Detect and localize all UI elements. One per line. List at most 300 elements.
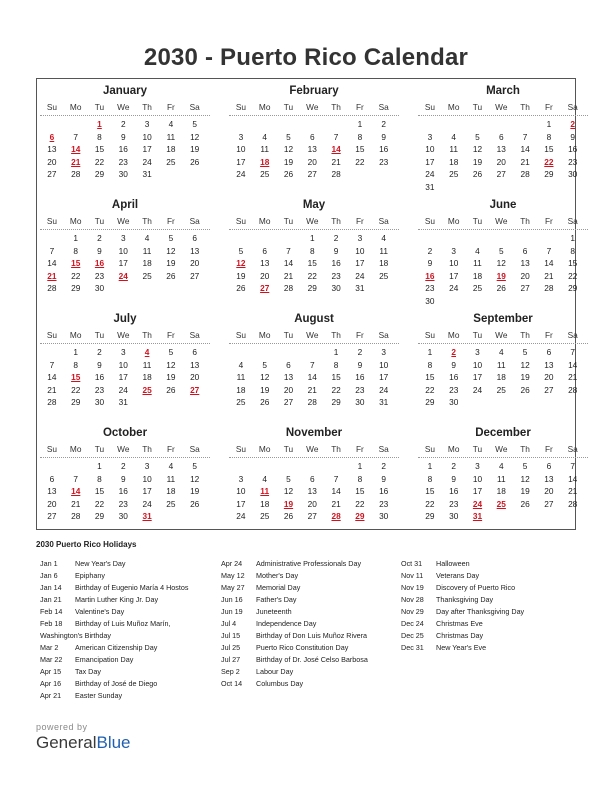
- holiday-date: May 27: [221, 583, 245, 592]
- week-row: [229, 498, 399, 511]
- weekday-label: Mo: [69, 102, 82, 112]
- day-cell: 9: [381, 473, 386, 484]
- weekday-label: Fr: [355, 444, 364, 454]
- day-cell: 7: [286, 245, 291, 256]
- week-row: [40, 270, 210, 283]
- day-cell: 10: [472, 359, 483, 370]
- day-cell: 16: [568, 144, 578, 155]
- day-cell: 28: [520, 169, 530, 180]
- day-cell: 25: [449, 169, 459, 180]
- day-cell: 10: [449, 258, 459, 269]
- day-cell: 13: [307, 144, 317, 155]
- day-cell: 15: [94, 144, 105, 155]
- day-cell: 28: [283, 283, 294, 294]
- weekday-label: Th: [331, 102, 341, 112]
- day-cell: 28: [331, 169, 341, 180]
- day-cell: 9: [120, 131, 126, 142]
- day-cell: 12: [166, 245, 176, 256]
- day-cell: 1: [546, 119, 552, 129]
- week-row: [40, 460, 210, 473]
- day-cell: 6: [262, 245, 267, 256]
- week-row: [418, 460, 588, 473]
- day-cell: 5: [168, 347, 174, 357]
- week-row: [418, 143, 588, 156]
- week-row: [40, 485, 210, 498]
- weekday-label: Sa: [378, 216, 389, 226]
- holiday-item: [221, 666, 396, 678]
- day-cell: 12: [283, 486, 294, 497]
- day-cell: 15: [94, 486, 105, 497]
- day-cell: 4: [498, 347, 504, 357]
- week-row: [418, 498, 588, 511]
- holiday-date: Apr 16: [40, 679, 62, 688]
- weekday-label: Mo: [447, 102, 460, 112]
- weekday-label: Sa: [567, 330, 578, 340]
- empty-day-cell: [513, 396, 537, 409]
- weekday-label: Mo: [69, 444, 82, 454]
- week-row: [418, 473, 588, 486]
- day-cell: 19: [190, 144, 200, 155]
- holiday-date: Jan 1: [40, 559, 58, 568]
- day-cell: 26: [283, 511, 294, 522]
- day-cell: 2: [357, 347, 363, 357]
- day-cell: 23: [355, 384, 365, 395]
- weekday-label: Sa: [189, 102, 200, 112]
- day-cell: 22: [307, 270, 317, 281]
- empty-day-cell: [277, 460, 301, 473]
- empty-day-cell: [513, 510, 537, 523]
- day-cell: 12: [260, 372, 270, 383]
- day-cell: 5: [192, 461, 197, 471]
- holiday-date: Apr 24: [221, 559, 243, 568]
- holiday-name: Birthday of Don Luis Muñoz Rivera: [256, 631, 368, 640]
- holiday-day-cell: 1: [97, 119, 102, 129]
- empty-day-cell: [277, 118, 301, 131]
- empty-day-cell: [324, 460, 348, 473]
- day-cell: 23: [425, 283, 435, 294]
- weekday-header-row: [40, 442, 210, 458]
- day-cell: 30: [449, 397, 459, 408]
- day-cell: 30: [118, 169, 128, 180]
- empty-day-cell: [253, 118, 277, 131]
- day-cell: 28: [307, 397, 317, 408]
- weekday-label: Th: [520, 216, 530, 226]
- empty-day-cell: [372, 282, 396, 295]
- day-cell: 6: [192, 347, 197, 357]
- empty-day-cell: [135, 282, 159, 295]
- weekday-label: Sa: [378, 330, 389, 340]
- day-cell: 24: [236, 511, 246, 522]
- day-cell: 29: [307, 283, 317, 294]
- day-cell: 14: [307, 372, 317, 383]
- day-cell: 10: [142, 473, 152, 484]
- day-cell: 11: [166, 131, 176, 142]
- day-cell: 7: [570, 347, 575, 357]
- day-cell: 13: [544, 473, 554, 484]
- day-cell: 7: [570, 461, 575, 471]
- holiday-item: [40, 666, 210, 678]
- day-cell: 6: [49, 473, 55, 484]
- weekday-label: Fr: [166, 102, 175, 112]
- weekday-header-row: [229, 100, 399, 116]
- day-cell: 26: [190, 156, 200, 167]
- day-cell: 18: [472, 270, 483, 281]
- empty-day-cell: [253, 232, 277, 245]
- empty-day-cell: [135, 396, 159, 409]
- empty-day-cell: [418, 232, 442, 245]
- day-cell: 21: [307, 384, 317, 395]
- week-row: [40, 384, 210, 397]
- day-cell: 8: [357, 131, 363, 142]
- week-row: [40, 473, 210, 486]
- day-cell: 3: [120, 347, 126, 357]
- weekday-label: Fr: [544, 102, 553, 112]
- weekday-label: Mo: [258, 330, 271, 340]
- holiday-item: [40, 570, 210, 582]
- empty-day-cell: [40, 460, 64, 473]
- holiday-date: Jan 6: [40, 571, 58, 580]
- empty-day-cell: [40, 118, 64, 131]
- day-cell: 4: [168, 119, 174, 129]
- month-name: March: [486, 85, 520, 97]
- day-cell: 8: [427, 473, 433, 484]
- day-cell: 13: [307, 486, 317, 497]
- week-row: [418, 359, 588, 372]
- week-row: [40, 257, 210, 270]
- weekday-label: Th: [142, 444, 152, 454]
- powered-by-text: powered by: [36, 722, 88, 732]
- weekday-label: Sa: [567, 102, 578, 112]
- day-cell: 11: [260, 144, 269, 155]
- weekday-label: Tu: [472, 330, 483, 340]
- day-cell: 15: [425, 486, 435, 497]
- month-december: [418, 424, 588, 523]
- weekday-label: Fr: [544, 330, 553, 340]
- day-cell: 29: [425, 511, 435, 522]
- day-cell: 7: [309, 359, 315, 370]
- day-cell: 18: [496, 372, 506, 383]
- day-cell: 20: [496, 156, 506, 167]
- empty-day-cell: [513, 181, 537, 194]
- brand-general-text: General: [36, 733, 97, 752]
- holiday-date: Jul 4: [221, 619, 237, 628]
- week-row: [418, 168, 588, 181]
- day-cell: 22: [94, 498, 105, 509]
- month-july: [40, 310, 210, 409]
- day-cell: 26: [520, 384, 530, 395]
- holiday-date: Apr 15: [40, 667, 62, 676]
- day-cell: 17: [449, 270, 459, 281]
- day-cell: 5: [192, 119, 197, 129]
- day-cell: 18: [260, 498, 270, 509]
- week-row: [229, 232, 399, 245]
- holiday-name-continuation: Washington's Birthday: [40, 631, 112, 640]
- weekday-label: Fr: [544, 444, 553, 454]
- day-cell: 23: [568, 156, 578, 167]
- day-cell: 29: [568, 283, 578, 294]
- empty-day-cell: [159, 282, 183, 295]
- week-row: [40, 498, 210, 511]
- day-cell: 8: [97, 473, 102, 484]
- weekday-label: Tu: [94, 102, 105, 112]
- day-cell: 13: [47, 486, 57, 497]
- holiday-item: [221, 630, 396, 642]
- day-cell: 3: [451, 245, 456, 256]
- weekday-label: Tu: [94, 444, 105, 454]
- week-row: [229, 359, 399, 372]
- holiday-name: New Year's Eve: [436, 643, 487, 652]
- empty-day-cell: [513, 232, 537, 245]
- empty-day-cell: [513, 118, 537, 131]
- holiday-item: [40, 558, 210, 570]
- week-row: [40, 510, 210, 523]
- day-cell: 5: [522, 347, 528, 357]
- week-row: [40, 282, 210, 295]
- day-cell: 7: [333, 473, 339, 484]
- day-cell: 30: [94, 283, 105, 294]
- day-cell: 5: [238, 245, 244, 256]
- day-cell: 26: [496, 283, 506, 294]
- day-cell: 8: [427, 359, 433, 370]
- holiday-name: Christmas Eve: [436, 619, 483, 628]
- empty-day-cell: [183, 282, 207, 295]
- day-cell: 18: [142, 258, 152, 269]
- holiday-name: American Citizenship Day: [75, 643, 158, 652]
- empty-day-cell: [489, 232, 513, 245]
- holiday-date: Mar 2: [40, 643, 59, 652]
- holiday-item: [221, 594, 396, 606]
- weekday-header-row: [40, 100, 210, 116]
- day-cell: 25: [142, 270, 152, 281]
- day-cell: 21: [331, 156, 341, 167]
- empty-day-cell: [418, 118, 442, 131]
- month-august: [229, 310, 399, 409]
- weekday-label: Su: [235, 102, 246, 112]
- empty-day-cell: [253, 460, 277, 473]
- empty-day-cell: [442, 118, 466, 131]
- holiday-day-cell: 24: [472, 498, 483, 509]
- empty-day-cell: [537, 510, 561, 523]
- day-cell: 28: [544, 283, 554, 294]
- day-cell: 8: [309, 245, 315, 256]
- weekday-label: Sa: [378, 102, 389, 112]
- day-cell: 9: [451, 473, 456, 484]
- weekday-label: Fr: [166, 444, 175, 454]
- weekday-header-row: [229, 328, 399, 344]
- week-row: [229, 118, 399, 131]
- holiday-item: [40, 678, 210, 690]
- day-cell: 21: [568, 372, 578, 383]
- day-cell: 31: [118, 397, 128, 408]
- day-cell: 19: [166, 372, 176, 383]
- holiday-date: Dec 31: [401, 643, 424, 652]
- holiday-item: [221, 582, 396, 594]
- week-row: [229, 245, 399, 258]
- weekday-label: We: [495, 216, 508, 226]
- day-cell: 7: [522, 131, 528, 142]
- day-cell: 19: [520, 486, 530, 497]
- weekday-label: Su: [46, 330, 57, 340]
- day-cell: 4: [262, 131, 267, 142]
- holiday-name: Birthday of Eugenio María 4 Hostos: [75, 583, 189, 592]
- day-cell: 6: [286, 359, 291, 370]
- day-cell: 16: [331, 258, 341, 269]
- day-cell: 25: [166, 156, 176, 167]
- generalblue-logo[interactable]: [36, 733, 131, 753]
- day-cell: 27: [520, 283, 530, 294]
- day-cell: 26: [472, 169, 483, 180]
- day-cell: 24: [379, 384, 389, 395]
- week-row: [418, 396, 588, 409]
- day-cell: 21: [520, 156, 530, 167]
- empty-day-cell: [277, 346, 301, 359]
- day-cell: 20: [260, 270, 270, 281]
- day-cell: 3: [238, 473, 244, 484]
- empty-day-cell: [64, 118, 88, 131]
- day-cell: 25: [236, 397, 246, 408]
- holiday-date: Jul 25: [221, 643, 241, 652]
- day-cell: 9: [381, 131, 386, 142]
- day-cell: 5: [522, 461, 528, 471]
- day-cell: 4: [144, 233, 150, 243]
- day-cell: 2: [120, 461, 126, 471]
- empty-day-cell: [561, 510, 585, 523]
- day-cell: 26: [520, 498, 530, 509]
- empty-day-cell: [561, 396, 585, 409]
- week-row: [229, 396, 399, 409]
- week-row: [418, 245, 588, 258]
- day-cell: 30: [118, 511, 128, 522]
- day-cell: 24: [142, 498, 152, 509]
- holiday-item: [221, 606, 396, 618]
- weekday-label: Sa: [567, 216, 578, 226]
- day-cell: 2: [97, 347, 102, 357]
- holiday-list-column-3: [401, 558, 576, 654]
- day-cell: 14: [47, 372, 57, 383]
- empty-day-cell: [442, 295, 466, 308]
- holiday-day-cell: 27: [190, 384, 200, 395]
- empty-day-cell: [537, 232, 561, 245]
- holiday-date: Oct 14: [221, 679, 243, 688]
- week-row: [40, 143, 210, 156]
- day-cell: 12: [520, 473, 530, 484]
- day-cell: 6: [522, 245, 528, 256]
- holiday-date: Nov 19: [401, 583, 424, 592]
- weekday-label: Mo: [69, 330, 82, 340]
- weekday-label: We: [306, 330, 319, 340]
- week-row: [418, 270, 588, 283]
- holiday-date: Jun 19: [221, 607, 243, 616]
- day-cell: 1: [570, 233, 575, 243]
- holiday-name: Labour Day: [256, 667, 294, 676]
- empty-day-cell: [111, 282, 135, 295]
- day-cell: 5: [286, 131, 291, 142]
- day-cell: 17: [118, 372, 128, 383]
- day-cell: 11: [142, 359, 152, 370]
- day-cell: 22: [71, 384, 81, 395]
- day-cell: 26: [190, 498, 200, 509]
- day-cell: 23: [118, 498, 128, 509]
- day-cell: 6: [192, 233, 197, 243]
- day-cell: 20: [283, 384, 294, 395]
- day-cell: 10: [142, 131, 152, 142]
- footer-logo: [36, 722, 131, 753]
- day-cell: 4: [238, 359, 244, 370]
- day-cell: 12: [166, 359, 176, 370]
- holiday-item: [401, 570, 576, 582]
- day-cell: 11: [449, 144, 458, 155]
- day-cell: 1: [333, 347, 339, 357]
- day-cell: 2: [381, 461, 386, 471]
- day-cell: 7: [73, 131, 78, 142]
- day-cell: 26: [166, 384, 176, 395]
- weekday-label: Sa: [189, 216, 200, 226]
- day-cell: 27: [496, 169, 506, 180]
- day-cell: 22: [568, 270, 578, 281]
- empty-day-cell: [159, 168, 183, 181]
- day-cell: 13: [496, 144, 506, 155]
- weekday-label: Sa: [378, 444, 389, 454]
- day-cell: 10: [425, 144, 435, 155]
- day-cell: 14: [520, 144, 530, 155]
- week-row: [40, 396, 210, 409]
- day-cell: 18: [166, 486, 176, 497]
- day-cell: 29: [331, 397, 341, 408]
- week-row: [418, 232, 588, 245]
- day-cell: 13: [544, 359, 554, 370]
- weekday-label: Th: [331, 330, 341, 340]
- weekday-label: Tu: [472, 444, 483, 454]
- day-cell: 19: [520, 372, 530, 383]
- day-cell: 20: [544, 486, 554, 497]
- month-name: May: [302, 199, 326, 211]
- holiday-day-cell: 19: [496, 270, 506, 281]
- month-november: [229, 424, 399, 523]
- weekday-label: Th: [520, 102, 530, 112]
- holiday-item: [401, 630, 576, 642]
- empty-day-cell: [537, 295, 561, 308]
- day-cell: 1: [427, 461, 433, 471]
- day-cell: 16: [94, 372, 105, 383]
- weekday-label: Fr: [166, 216, 175, 226]
- holiday-date: Sep 2: [221, 667, 240, 676]
- weekday-label: Tu: [283, 444, 294, 454]
- holiday-day-cell: 6: [49, 131, 55, 142]
- day-cell: 24: [142, 156, 152, 167]
- day-cell: 15: [355, 144, 365, 155]
- empty-day-cell: [442, 181, 466, 194]
- weekday-label: Tu: [283, 330, 294, 340]
- day-cell: 5: [262, 359, 267, 370]
- day-cell: 4: [168, 461, 174, 471]
- day-cell: 25: [496, 384, 506, 395]
- day-cell: 1: [357, 461, 363, 471]
- day-cell: 29: [94, 169, 105, 180]
- weekday-label: We: [306, 444, 319, 454]
- holiday-item: [221, 678, 396, 690]
- day-cell: 5: [168, 233, 174, 243]
- day-cell: 5: [286, 473, 291, 484]
- day-cell: 2: [120, 119, 126, 129]
- day-cell: 8: [97, 131, 102, 142]
- week-row: [418, 156, 588, 169]
- holiday-name: Mother's Day: [256, 571, 299, 580]
- weekday-label: We: [495, 102, 508, 112]
- week-row: [229, 156, 399, 169]
- weekday-label: Su: [235, 330, 246, 340]
- holiday-name: Independence Day: [256, 619, 317, 628]
- month-april: [40, 196, 210, 295]
